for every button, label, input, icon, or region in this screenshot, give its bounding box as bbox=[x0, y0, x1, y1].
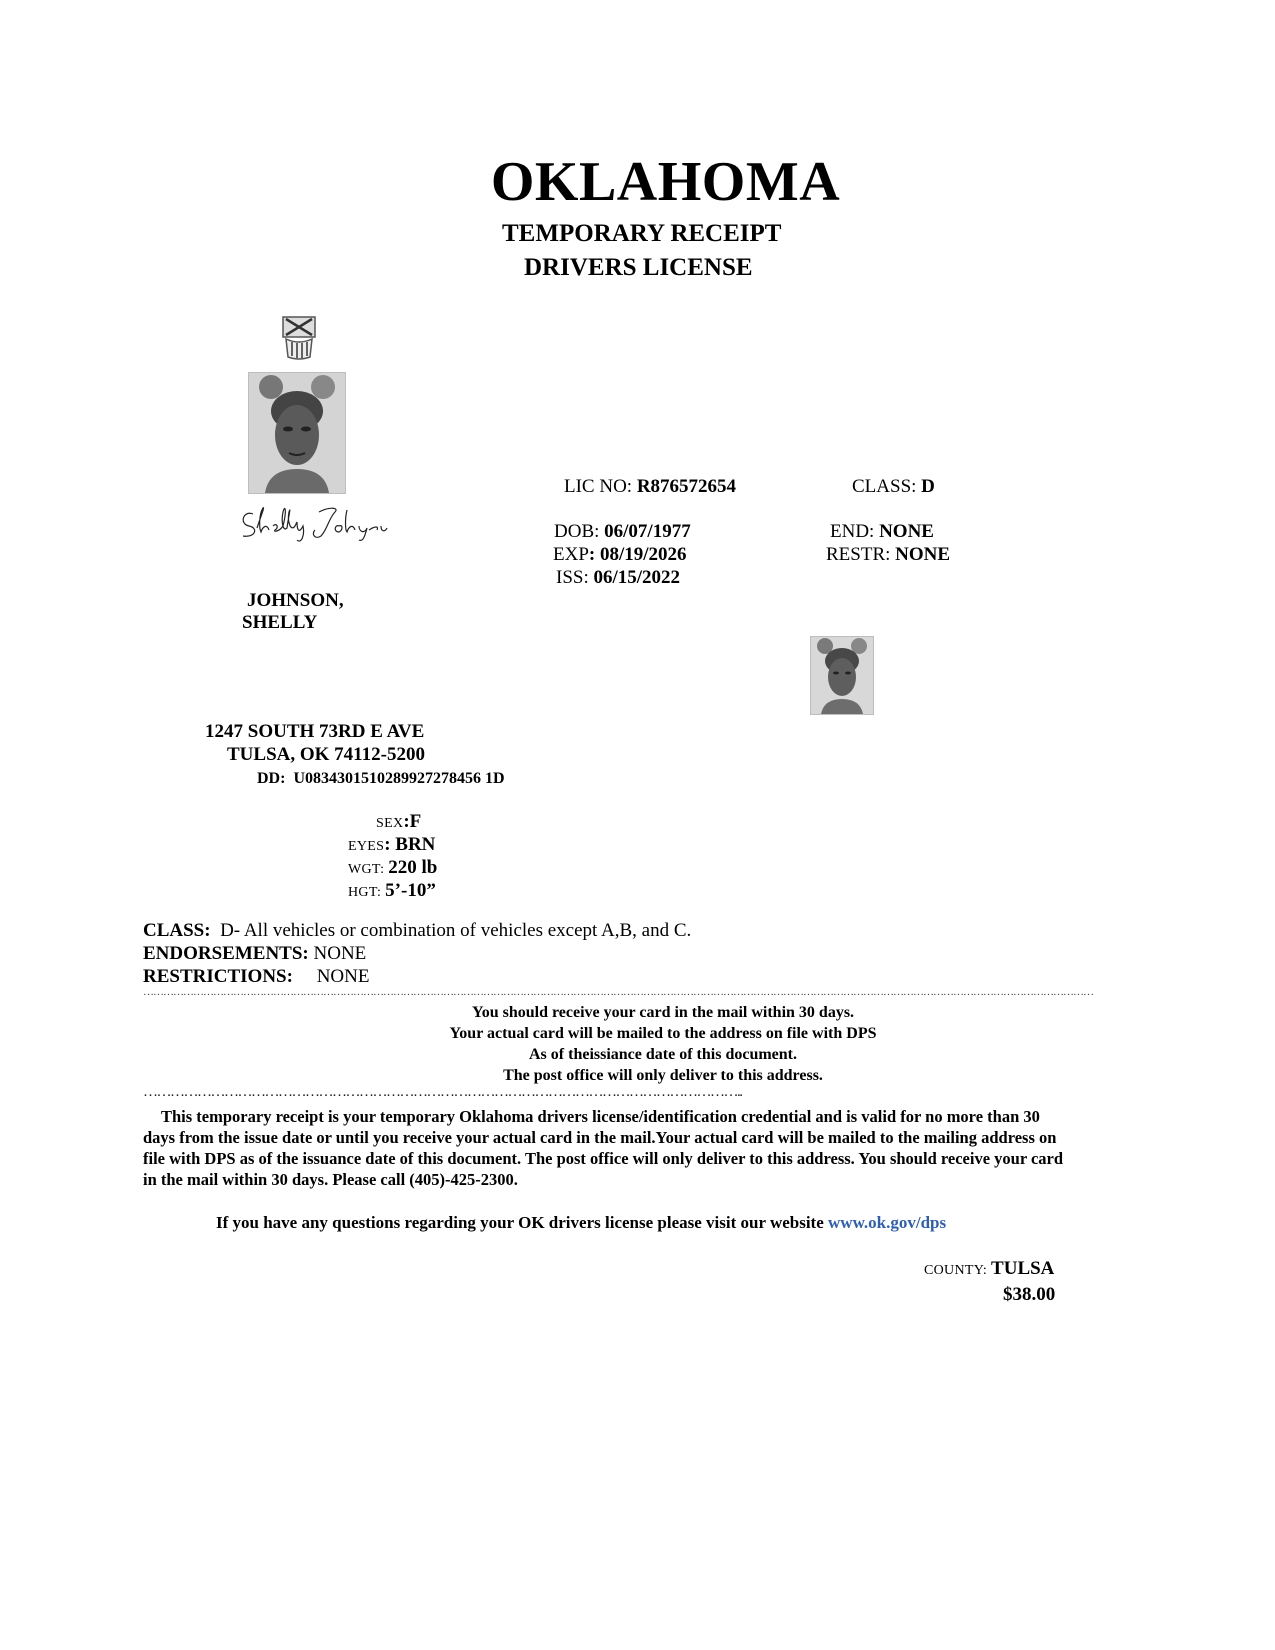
notice-line2: Your actual card will be mailed to the address on file with DPS bbox=[449, 1025, 877, 1042]
doc-type-line2: DRIVERS LICENSE bbox=[524, 254, 753, 281]
county-field bbox=[924, 1258, 1054, 1280]
holder-last-name: JOHNSON, bbox=[247, 590, 344, 611]
class-label: CLASS: bbox=[852, 476, 917, 497]
dob-value: 06/07/1977 bbox=[604, 521, 691, 542]
iss-label: ISS: bbox=[556, 567, 589, 588]
ghost-photo bbox=[810, 636, 874, 715]
hgt-field bbox=[348, 880, 436, 902]
state-title: OKLAHOMA bbox=[490, 151, 841, 213]
exp-label: EXP bbox=[553, 544, 589, 565]
divider-dots-top: …………………………………………………………………………………………………………………………………………………………………………………………………………………………………………………………… bbox=[143, 986, 1093, 998]
class-desc-value: D- All vehicles or combination of vehicles except A,B, and C. bbox=[220, 920, 692, 941]
endorsements bbox=[143, 943, 366, 965]
exp-field bbox=[553, 544, 687, 566]
validity-paragraph: This temporary receipt is your temporary Oklahoma drivers license/identification credential and is valid for no more than 30 days from the issue date or until you receive your actual card in the mail.Your actual card will be mailed to the mailing address on file with DPS as of the issuance date of this document. The post office will only deliver to this address. You should receive your card in the mail within 30 days. Please call (405)-425-2300. bbox=[143, 1107, 1064, 1189]
eyes-value: : BRN bbox=[384, 834, 436, 855]
hgt-value: 5’-10” bbox=[385, 880, 436, 901]
class-field bbox=[852, 476, 935, 498]
dob-label: DOB: bbox=[554, 521, 600, 542]
county-label: COUNTY: bbox=[924, 1263, 988, 1278]
questions-line bbox=[216, 1213, 946, 1233]
dd-field bbox=[257, 770, 505, 788]
county-value: TULSA bbox=[991, 1258, 1055, 1279]
state-seal-icon bbox=[280, 315, 318, 361]
restr-value: NONE bbox=[895, 544, 951, 565]
divider-dots-bottom: …………………………………………………………………………………………………………………….. bbox=[143, 1084, 742, 1100]
restr-field bbox=[826, 544, 950, 566]
iss-value: 06/15/2022 bbox=[593, 567, 681, 588]
fee-amount: $38.00 bbox=[1003, 1284, 1056, 1305]
end-value: NONE bbox=[879, 521, 934, 542]
holder-first-name: SHELLY bbox=[242, 612, 318, 633]
holder-photo bbox=[248, 372, 346, 494]
sex-label: SEX bbox=[376, 816, 404, 831]
address-line1: 1247 SOUTH 73RD E AVE bbox=[205, 721, 425, 742]
wgt-label: WGT: bbox=[348, 862, 385, 877]
endorsements-value: NONE bbox=[313, 943, 367, 964]
dd-label: DD: bbox=[257, 770, 286, 787]
questions-text: If you have any questions regarding your OK drivers license please visit our website bbox=[216, 1213, 824, 1232]
notice-line1: You should receive your card in the mail within 30 days. bbox=[471, 1004, 855, 1021]
end-label: END: bbox=[830, 521, 875, 542]
end-field bbox=[830, 521, 934, 543]
iss-field bbox=[556, 567, 680, 589]
sex-value: :F bbox=[403, 811, 422, 832]
class-value: D bbox=[921, 476, 935, 497]
endorsements-label: ENDORSEMENTS: bbox=[143, 943, 309, 964]
eyes-label: EYES bbox=[348, 839, 385, 854]
restrictions-label: RESTRICTIONS: bbox=[143, 966, 293, 987]
exp-value: : 08/19/2026 bbox=[588, 544, 687, 565]
hgt-label: HGT: bbox=[348, 885, 382, 900]
lic-no-field bbox=[564, 476, 736, 498]
dps-website-link[interactable]: www.ok.gov/dps bbox=[828, 1213, 947, 1232]
wgt-field bbox=[348, 857, 437, 879]
dd-value: U0834301510289927278456 1D bbox=[293, 770, 505, 787]
address-line2: TULSA, OK 74112-5200 bbox=[227, 744, 425, 765]
dob-field bbox=[554, 521, 691, 543]
eyes-field bbox=[348, 834, 435, 856]
lic-no-label: LIC NO: bbox=[564, 476, 633, 497]
restrictions bbox=[143, 966, 369, 988]
class-desc-label: CLASS: bbox=[143, 920, 211, 941]
doc-type-line1: TEMPORARY RECEIPT bbox=[502, 220, 782, 247]
restr-label: RESTR: bbox=[826, 544, 891, 565]
sex-field bbox=[376, 811, 421, 833]
notice-line3: As of theissiance date of this document. bbox=[529, 1046, 797, 1063]
wgt-value: 220 lb bbox=[388, 857, 438, 878]
notice-line4: The post office will only deliver to this address. bbox=[503, 1067, 823, 1084]
restrictions-value: NONE bbox=[316, 966, 370, 987]
class-description bbox=[143, 920, 691, 942]
holder-signature bbox=[235, 500, 390, 544]
lic-no-value: R876572654 bbox=[636, 476, 737, 497]
